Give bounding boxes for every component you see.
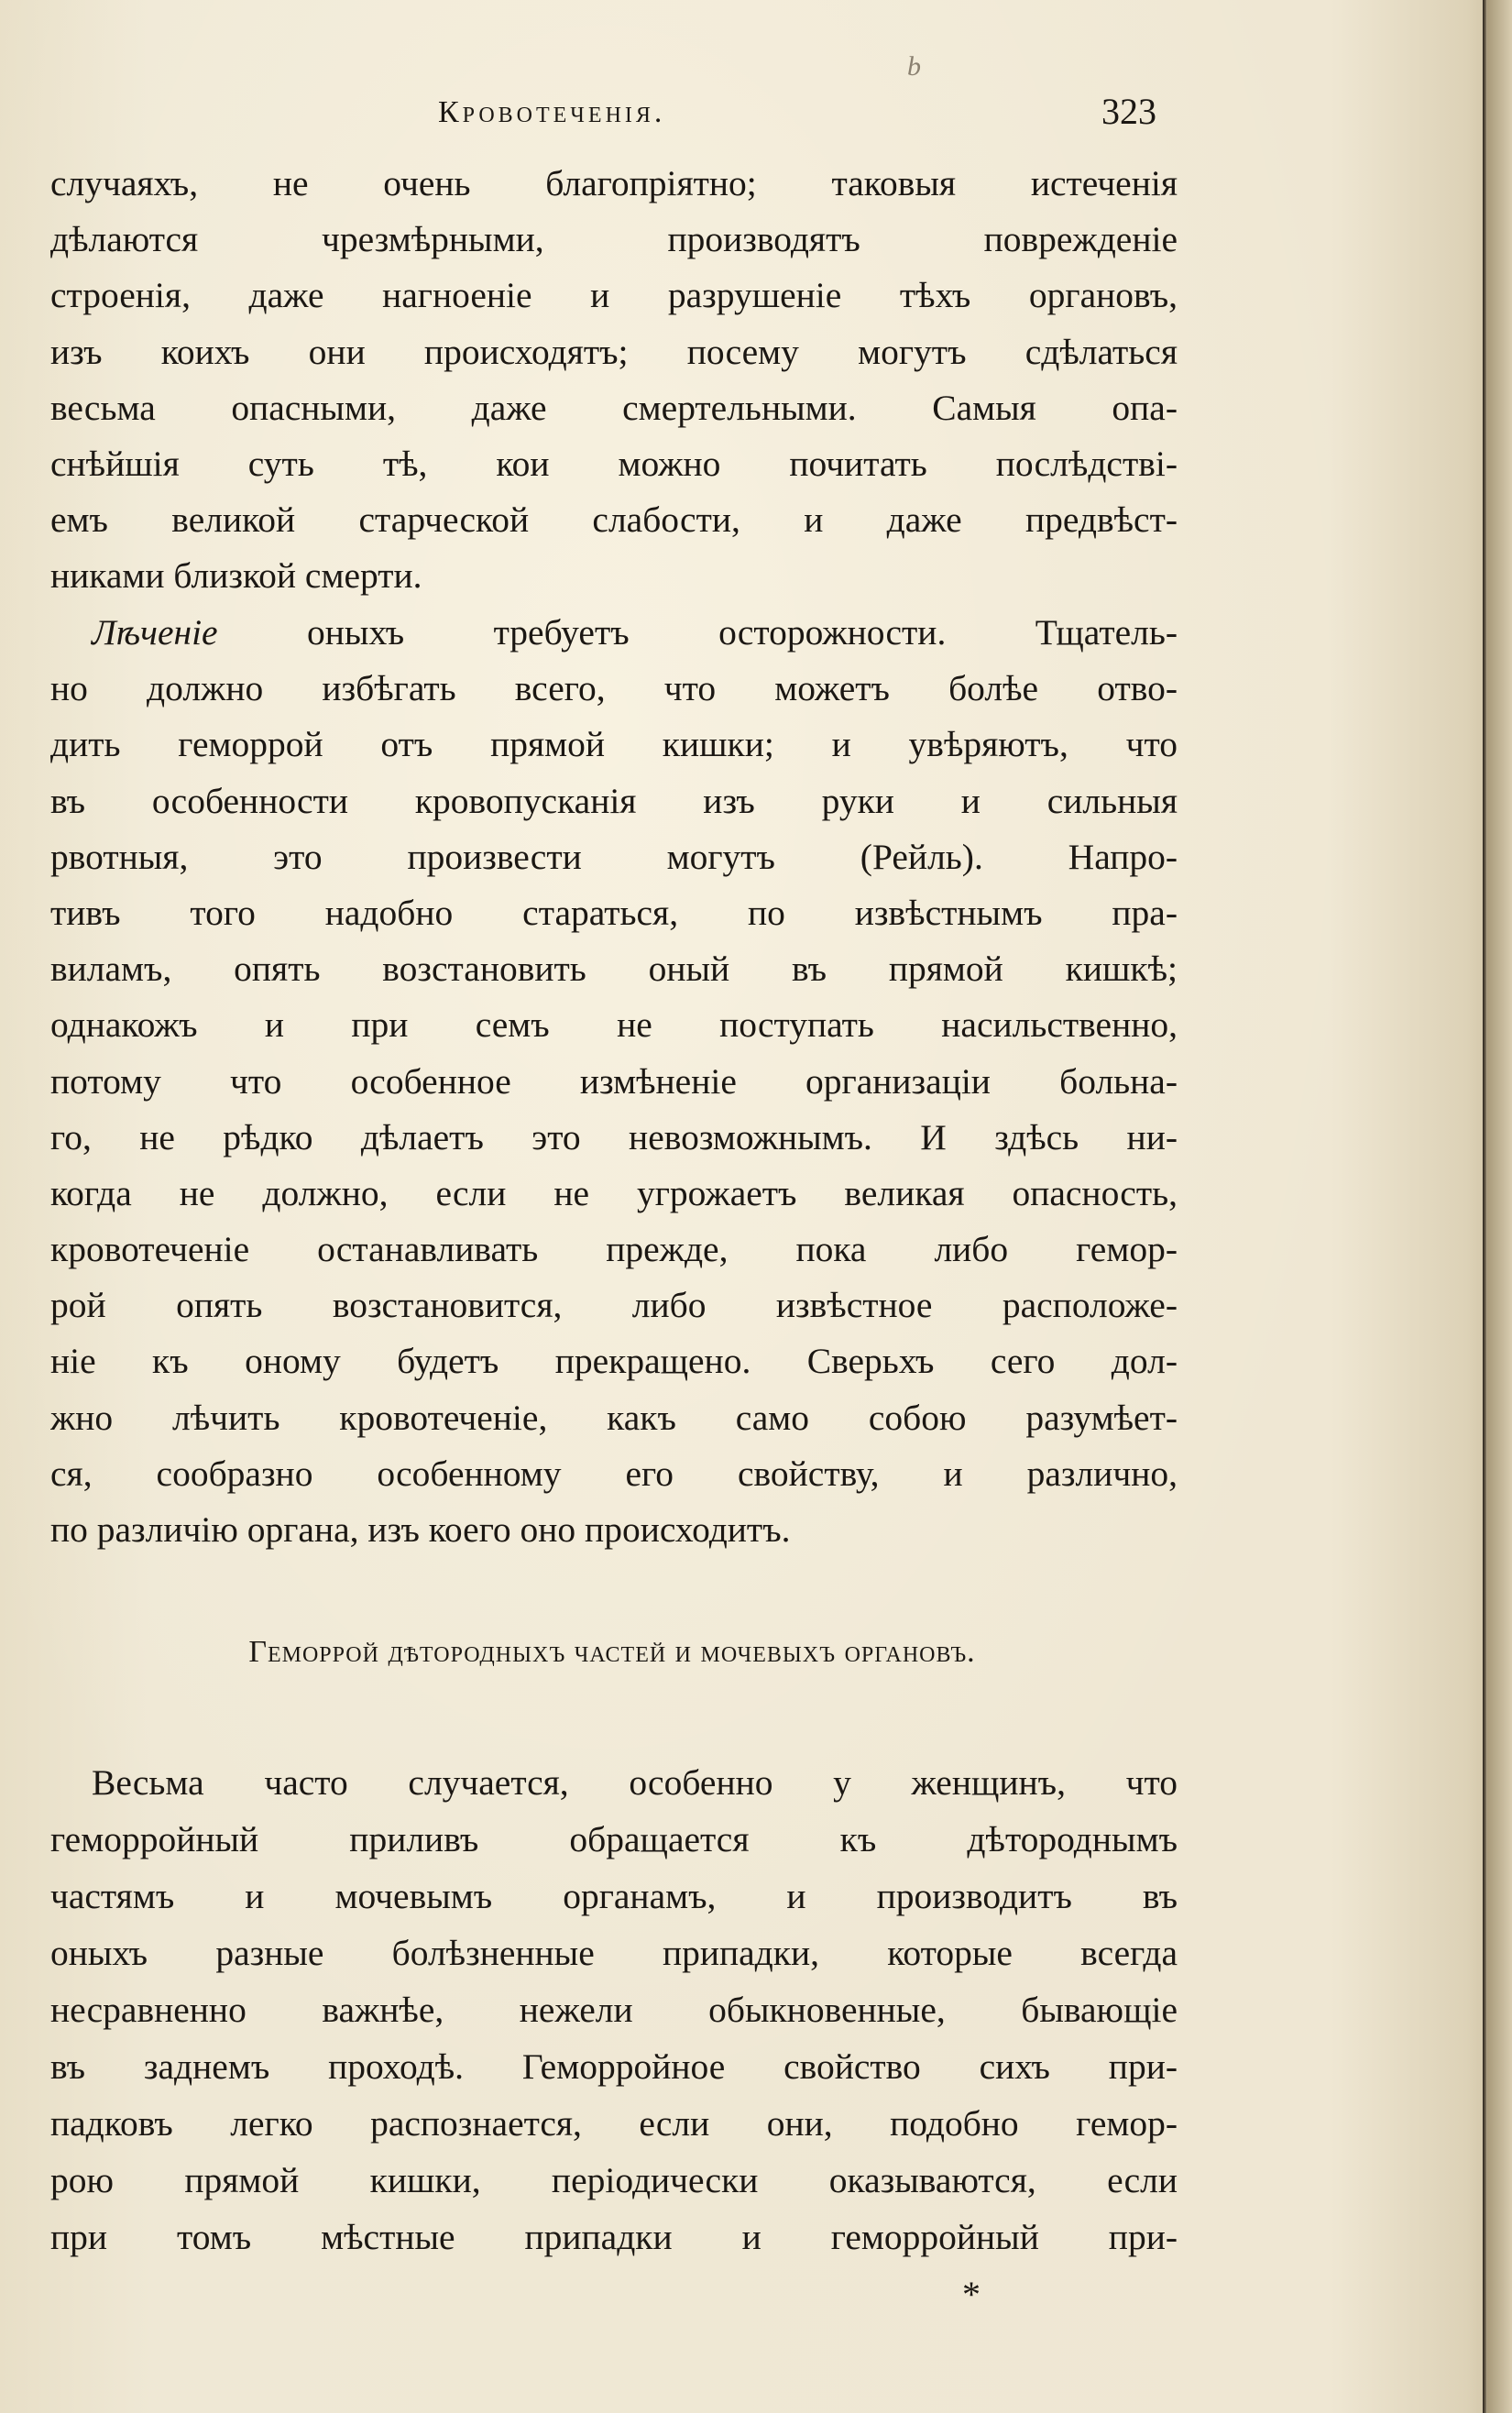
text-line: ся, сообразно особенному его свойству, и различно, xyxy=(50,1453,1178,1494)
text-line: частямъ и мочевымъ органамъ, и производитъ въ xyxy=(50,1876,1178,1916)
text-line: оныхъ разные болѣзненные припадки, которые всегда xyxy=(50,1933,1178,1973)
text-line: въ особенности кровопусканія изъ руки и сильныя xyxy=(50,780,1178,821)
text-line: дѣлаются чрезмѣрными, производятъ поврежденіе xyxy=(50,219,1178,260)
page-outer-margin xyxy=(1487,0,1512,2413)
text-line: потому что особенное измѣненіе организаціи больна- xyxy=(50,1060,1178,1102)
text-line: при томъ мѣстные припадки и геморройный при- xyxy=(50,2217,1178,2257)
text-line: изъ коихъ они происходятъ; посему могутъ сдѣлаться xyxy=(50,331,1178,372)
text-line: случаяхъ, не очень благопріятно; таковыя истеченія xyxy=(50,163,1178,203)
text-line: дить геморрой отъ прямой кишки; и увѣряютъ, что xyxy=(50,724,1178,765)
paragraph-2 xyxy=(50,605,1178,1558)
paragraph-1 xyxy=(50,156,1178,605)
text-line: весьма опасными, даже смертельными. Самыя опа- xyxy=(50,387,1178,428)
running-head: Кровотеченія. xyxy=(438,95,666,129)
text-line: однакожъ и при семъ не поступать насильственно, xyxy=(50,1004,1178,1046)
first-line-text: оныхъ требуетъ осторожности. Тщатель- xyxy=(217,612,1178,653)
text-line: кровотеченіе останавливать прежде, пока либо гемор- xyxy=(50,1229,1178,1270)
text-line: жно лѣчить кровотеченіе, какъ само собою разумѣет- xyxy=(50,1397,1178,1438)
pencil-annotation: b xyxy=(907,51,921,82)
text-line: но должно избѣгать всего, что можетъ болѣе отво- xyxy=(50,668,1178,709)
text-line: виламъ, опять возстановить оный въ прямой кишкѣ; xyxy=(50,949,1178,990)
text-line: емъ великой старческой слабости, и даже предвѣст- xyxy=(50,499,1178,541)
signature-mark: * xyxy=(962,2274,981,2315)
italic-lead-word: Лѣченіе xyxy=(92,612,218,653)
text-line: падковъ легко распознается, если они, подобно гемор- xyxy=(50,2103,1178,2144)
text-line: рой опять возстановится, либо извѣстное расположе- xyxy=(50,1285,1178,1326)
text-line: рою прямой кишки, періодически оказываются, если xyxy=(50,2160,1178,2200)
text-line: строенія, даже нагноеніе и разрушеніе тѣхъ органовъ, xyxy=(50,275,1178,316)
section-heading: Геморрой дѣтородныхъ частей и мочевыхъ органовъ. xyxy=(248,1635,976,1669)
text-line: Весьма часто случается, особенно у женщинъ, что xyxy=(92,1762,1178,1803)
paragraph-3 xyxy=(50,1755,1178,2266)
page-number: 323 xyxy=(1101,91,1156,132)
text-line: го, не рѣдко дѣлаетъ это невозможнымъ. И здѣсь ни- xyxy=(50,1116,1178,1157)
text-line: снѣйшія суть тѣ, кои можно почитать послѣдстві- xyxy=(50,443,1178,484)
text-line: ніе къ оному будетъ прекращено. Сверьхъ сего дол- xyxy=(50,1341,1178,1382)
text-line: по различію органа, изъ коего оно происходитъ. xyxy=(50,1509,791,1550)
text-line: тивъ того надобно стараться, по извѣстнымъ пра- xyxy=(50,892,1178,933)
text-line: несравненно важнѣе, нежели обыкновенные, бывающіе xyxy=(50,1990,1178,2030)
text-line-first xyxy=(50,605,1178,661)
text-line: въ заднемъ проходѣ. Геморройное свойство сихъ при- xyxy=(50,2046,1178,2087)
text-line: рвотныя, это произвести могутъ (Рейль). Напро- xyxy=(50,836,1178,877)
text-line: никами близкой смерти. xyxy=(50,555,422,597)
text-line: когда не должно, если не угрожаетъ великая опасность, xyxy=(50,1172,1178,1213)
text-line: геморройный приливъ обращается къ дѣтороднымъ xyxy=(50,1819,1178,1859)
